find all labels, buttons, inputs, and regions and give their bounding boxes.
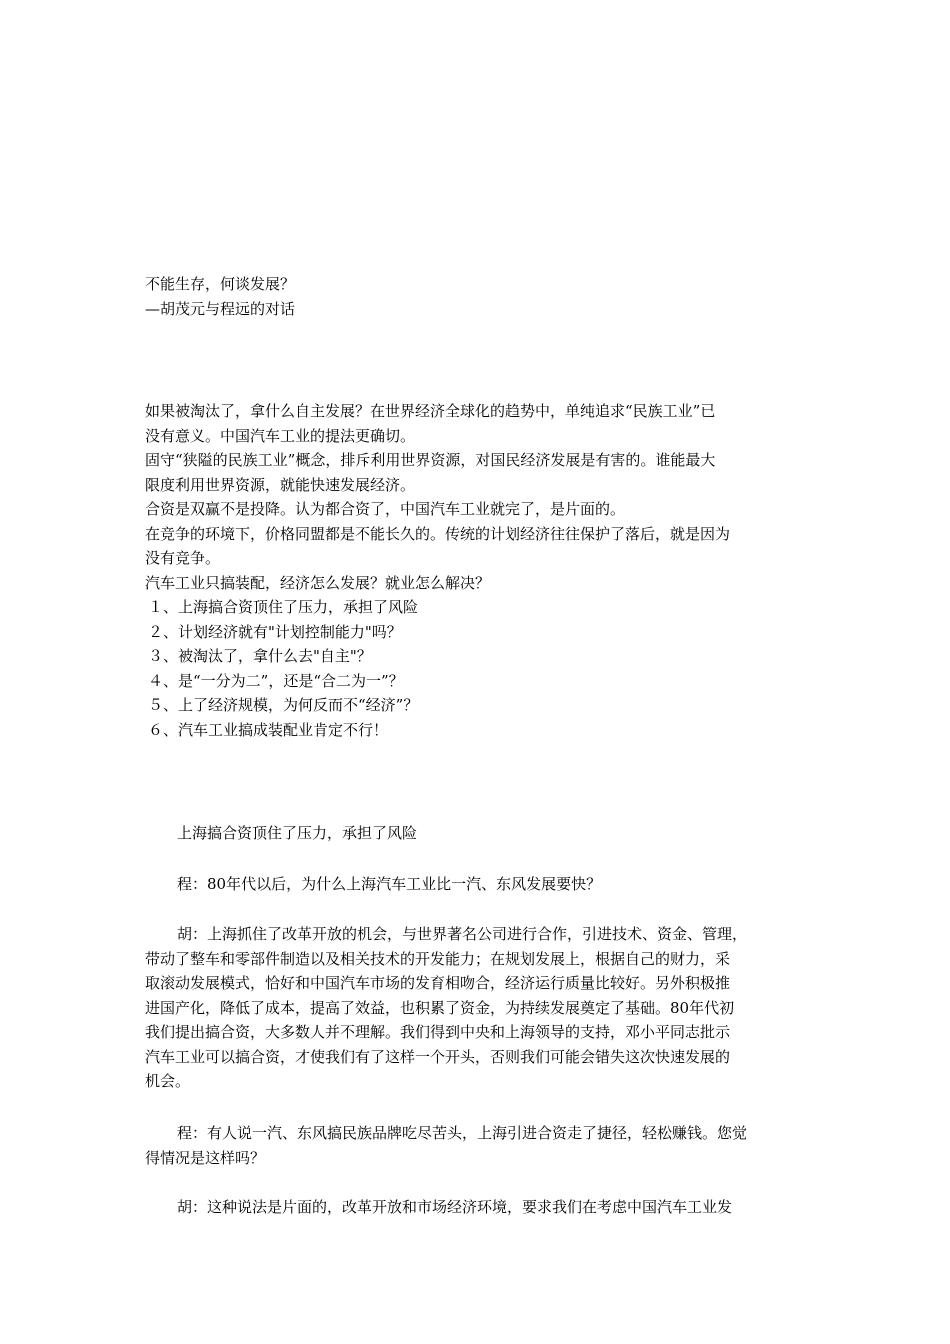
question-line: 得情况是这样吗？	[145, 1148, 266, 1167]
question-2	[145, 1121, 805, 1170]
toc-item: ４、是“一分为二”，还是“合二为一”？	[148, 671, 404, 690]
answer-line: 胡：这种说法是片面的，改革开放和市场经济环境，要求我们在考虑中国汽车工业发	[177, 1198, 733, 1216]
answer-line: 机会。	[145, 1072, 191, 1090]
summary-block	[145, 399, 805, 595]
answer-1	[145, 922, 805, 1094]
summary-line: 限度利用世界资源，就能快速发展经济。	[145, 475, 416, 494]
summary-line: 如果被淘汰了，拿什么自主发展？在世界经济全球化的趋势中，单纯追求“民族工业”已	[145, 402, 716, 420]
toc-item: １、上海搞合资顶住了压力，承担了风险	[148, 598, 419, 616]
answer-line: 汽车工业可以搞合资，才使我们有了这样一个开头，否则我们可能会错失这次快速发展的	[145, 1047, 731, 1066]
answer-line: 胡：上海抓住了改革开放的机会，与世界著名公司进行合作，引进技术、资金、管理，	[177, 925, 748, 943]
document-subtitle: —胡茂元与程远的对话	[145, 299, 296, 318]
toc-list	[145, 595, 805, 742]
document-title: 不能生存，何谈发展？	[145, 275, 296, 293]
section-heading-block	[145, 821, 805, 846]
toc-item: ２、计划经济就有"计划控制能力"吗？	[148, 622, 402, 641]
summary-line: 没有竞争。	[145, 549, 221, 567]
summary-line: 在竞争的环境下，价格同盟都是不能长久的。传统的计划经济往往保护了落后，就是因为	[145, 524, 731, 543]
answer-line: 取滚动发展模式，恰好和中国汽车市场的发育相吻合，经济运行质量比较好。另外积极推	[145, 974, 731, 992]
question-1	[145, 872, 805, 897]
question-line: 程：有人说一汽、东风搞民族品牌吃尽苦头，上海引进合资走了捷径，轻松赚钱。您觉	[177, 1124, 748, 1142]
answer-line: 我们提出搞合资，大多数人并不理解。我们得到中央和上海领导的支持，邓小平同志批示	[145, 1023, 731, 1041]
question-text: 程：80年代以后，为什么上海汽车工业比一汽、东风发展要快？	[177, 875, 602, 893]
toc-item: ３、被淘汰了，拿什么去"自主"？	[148, 647, 372, 665]
answer-line: 带动了整车和零部件制造以及相关技术的开发能力；在规划发展上，根据自己的财力，采	[145, 949, 731, 968]
summary-line: 没有意义。中国汽车工业的提法更确切。	[145, 426, 416, 445]
toc-item: ５、上了经济规模，为何反而不“经济”？	[148, 696, 419, 714]
summary-line: 固守“狭隘的民族工业”概念，排斥利用世界资源，对国民经济发展是有害的。谁能最大	[145, 451, 716, 469]
summary-line: 合资是双赢不是投降。认为都合资了，中国汽车工业就完了，是片面的。	[145, 500, 626, 518]
toc-item: ６、汽车工业搞成装配业肯定不行！	[148, 720, 389, 739]
section-heading: 上海搞合资顶住了压力，承担了风险	[177, 824, 418, 842]
summary-line: 汽车工业只搞装配，经济怎么发展？就业怎么解决？	[145, 573, 491, 592]
answer-line: 进国产化，降低了成本，提高了效益，也积累了资金，为持续发展奠定了基础。80年代初	[145, 998, 735, 1017]
answer-2	[145, 1195, 805, 1220]
title-block	[145, 272, 805, 321]
